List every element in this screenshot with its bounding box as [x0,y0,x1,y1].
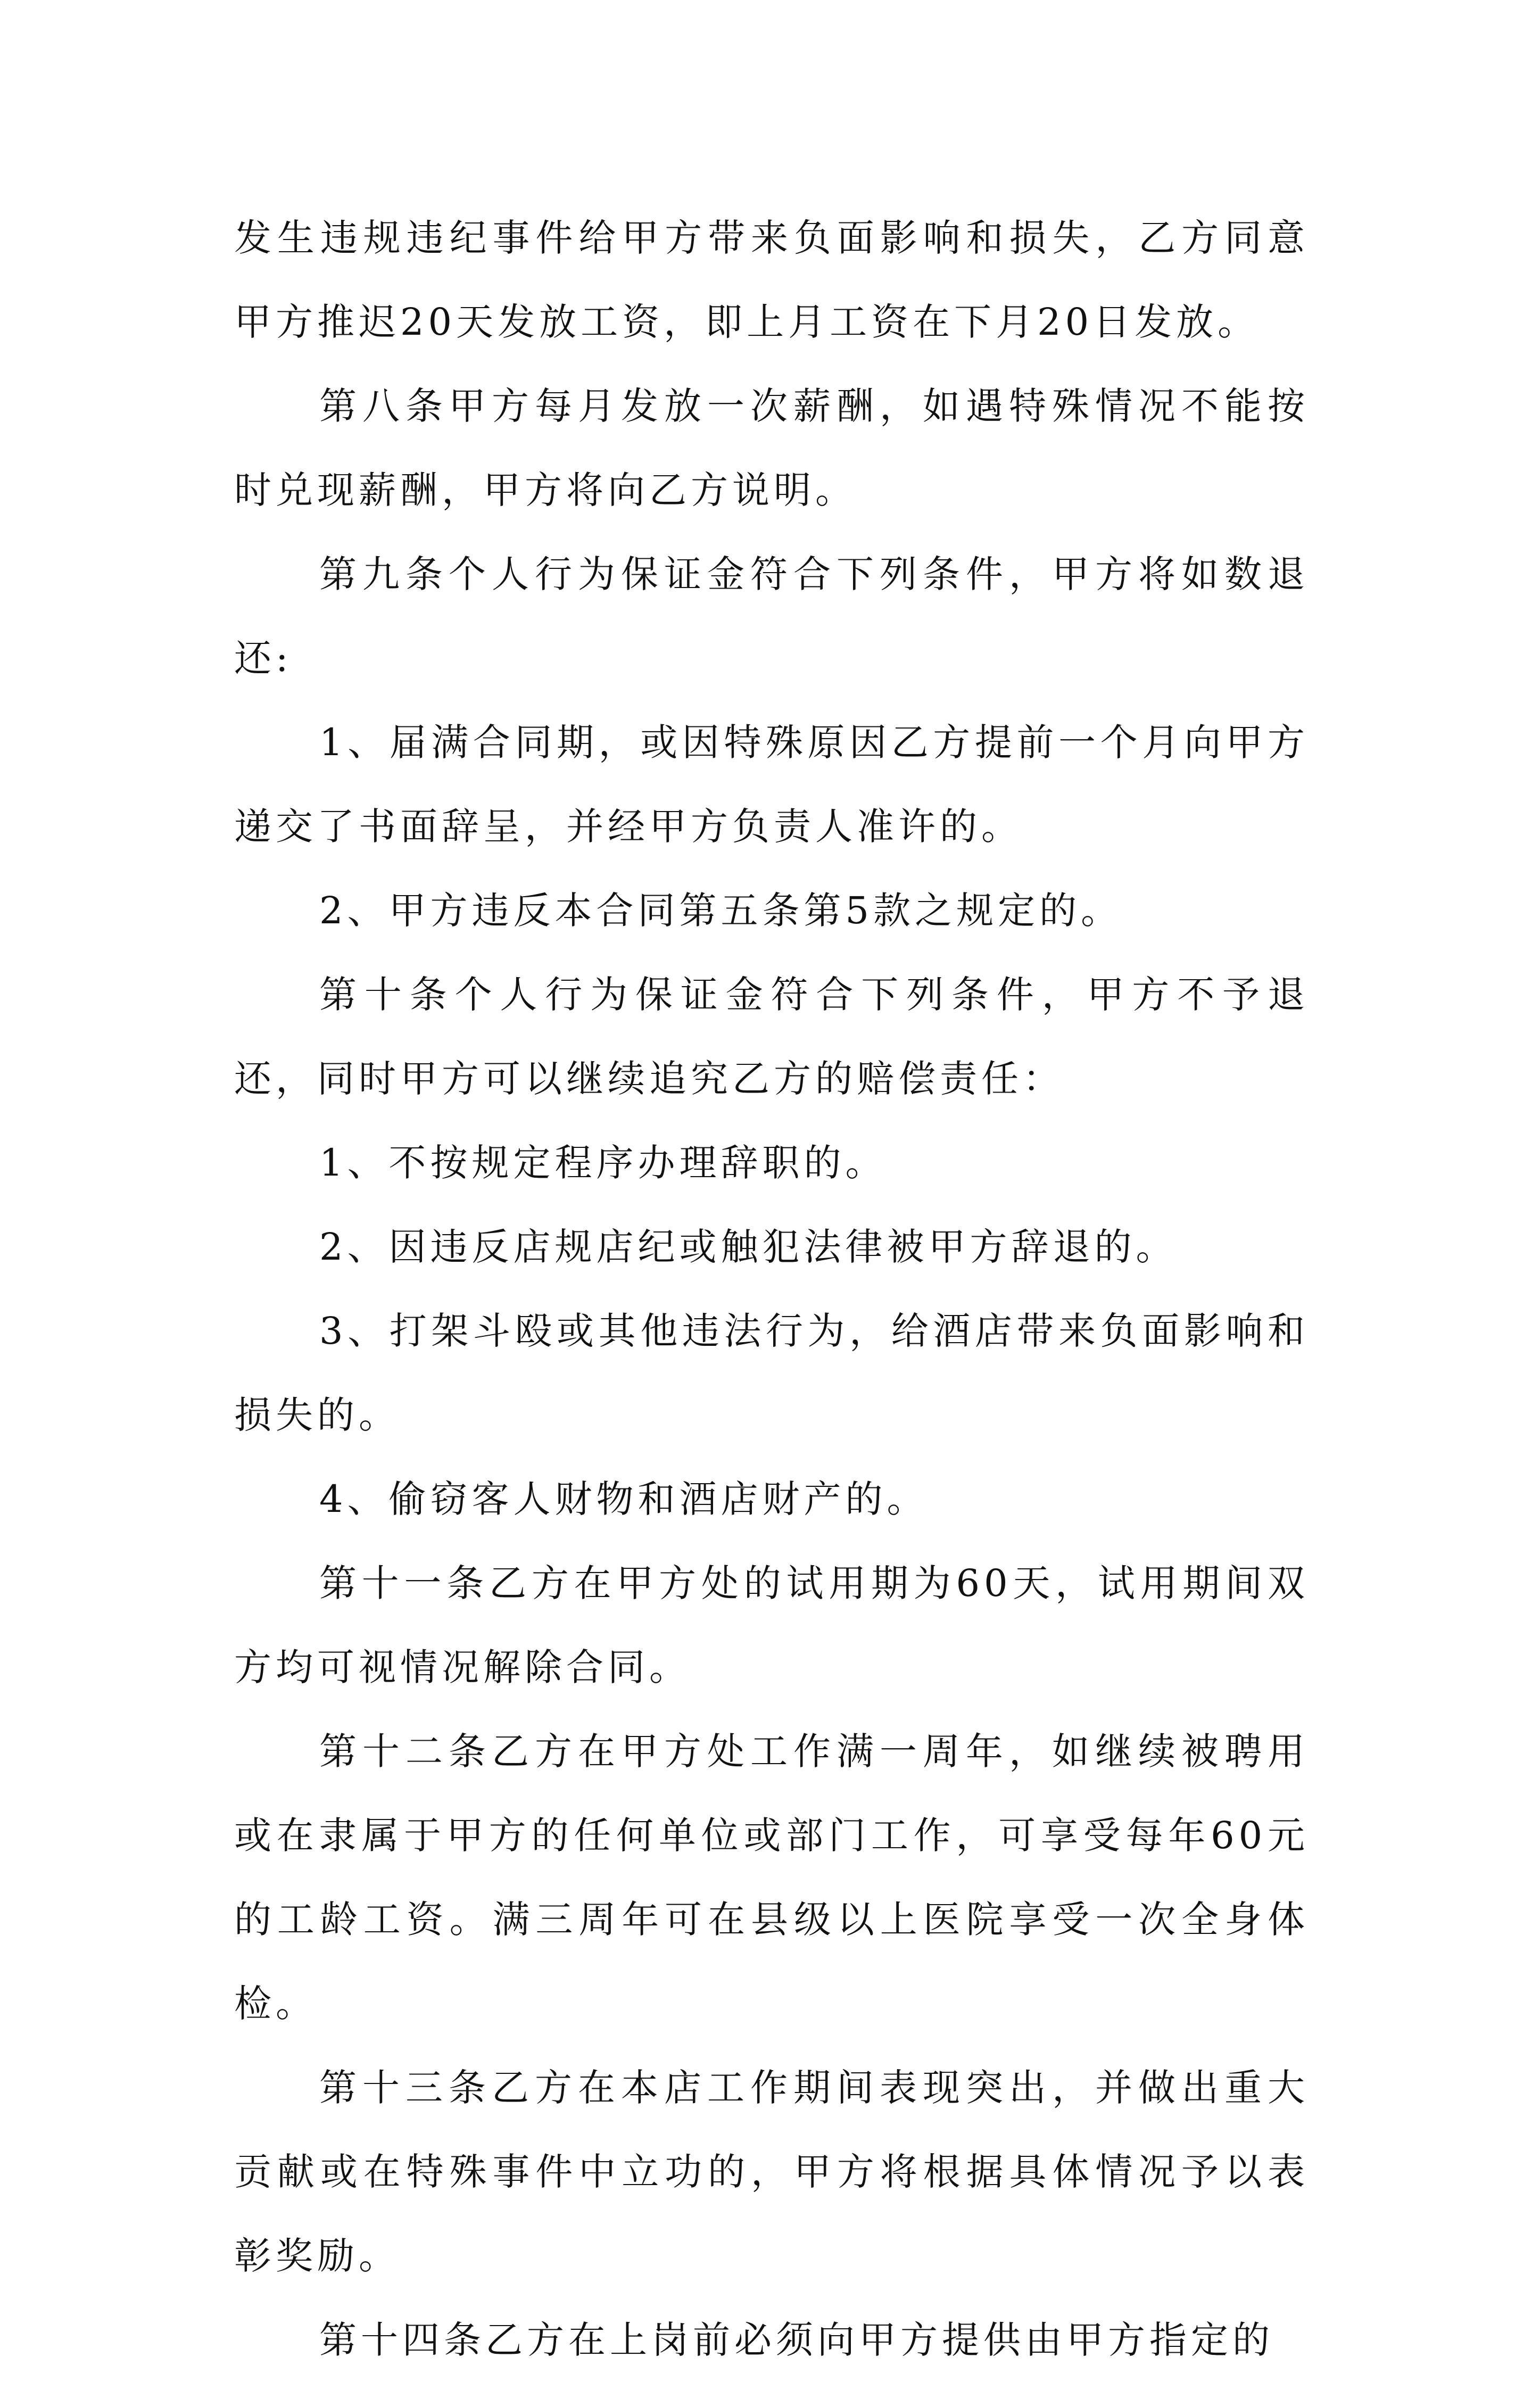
paragraph-article-10-item-3: 3、打架斗殴或其他违法行为，给酒店带来负面影响和损失的。 [234,1309,1309,1437]
paragraph-article-9-item-2: 2、甲方违反本合同第五条第5款之规定的。 [319,889,1123,932]
document-body [234,196,1309,2382]
paragraph-article-9-item-1: 1、届满合同期，或因特殊原因乙方提前一个月向甲方递交了书面辞呈，并经甲方负责人准许的。 [234,721,1309,848]
paragraph-continuation: 发生违规违纪事件给甲方带来负面影响和损失，乙方同意甲方推迟20天发放工资，即上月工资在下月20日发放。 [234,216,1309,344]
paragraph-article-10-item-4: 4、偷窃客人财物和酒店财产的。 [319,1477,929,1521]
paragraph-article-9: 第九条个人行为保证金符合下列条件，甲方将如数退还: [234,552,1309,680]
paragraph-article-10: 第十条个人行为保证金符合下列条件，甲方不予退还，同时甲方可以继续追究乙方的赔偿责任： [234,973,1309,1101]
paragraph-article-11: 第十一条乙方在甲方处的试用期为60天，试用期间双方均可视情况解除合同。 [234,1561,1309,1689]
paragraph-article-14: 第十四条乙方在上岗前必须向甲方提供由甲方指定的 [319,2318,1274,2362]
paragraph-article-13: 第十三条乙方在本店工作期间表现突出，并做出重大贡献或在特殊事件中立功的，甲方将根据具体情况予以表彰奖励。 [234,2066,1309,2278]
paragraph-article-10-item-1: 1、不按规定程序办理辞职的。 [319,1141,887,1185]
paragraph-article-12: 第十二条乙方在甲方处工作满一周年，如继续被聘用或在隶属于甲方的任何单位或部门工作，可享受每年60元的工龄工资。满三周年可在县级以上医院享受一次全身体检。 [234,1730,1309,2025]
paragraph-article-10-item-2: 2、因违反店规店纪或触犯法律被甲方辞退的。 [319,1225,1178,1269]
paragraph-article-8: 第八条甲方每月发放一次薪酬，如遇特殊情况不能按时兑现薪酬，甲方将向乙方说明。 [234,384,1309,512]
